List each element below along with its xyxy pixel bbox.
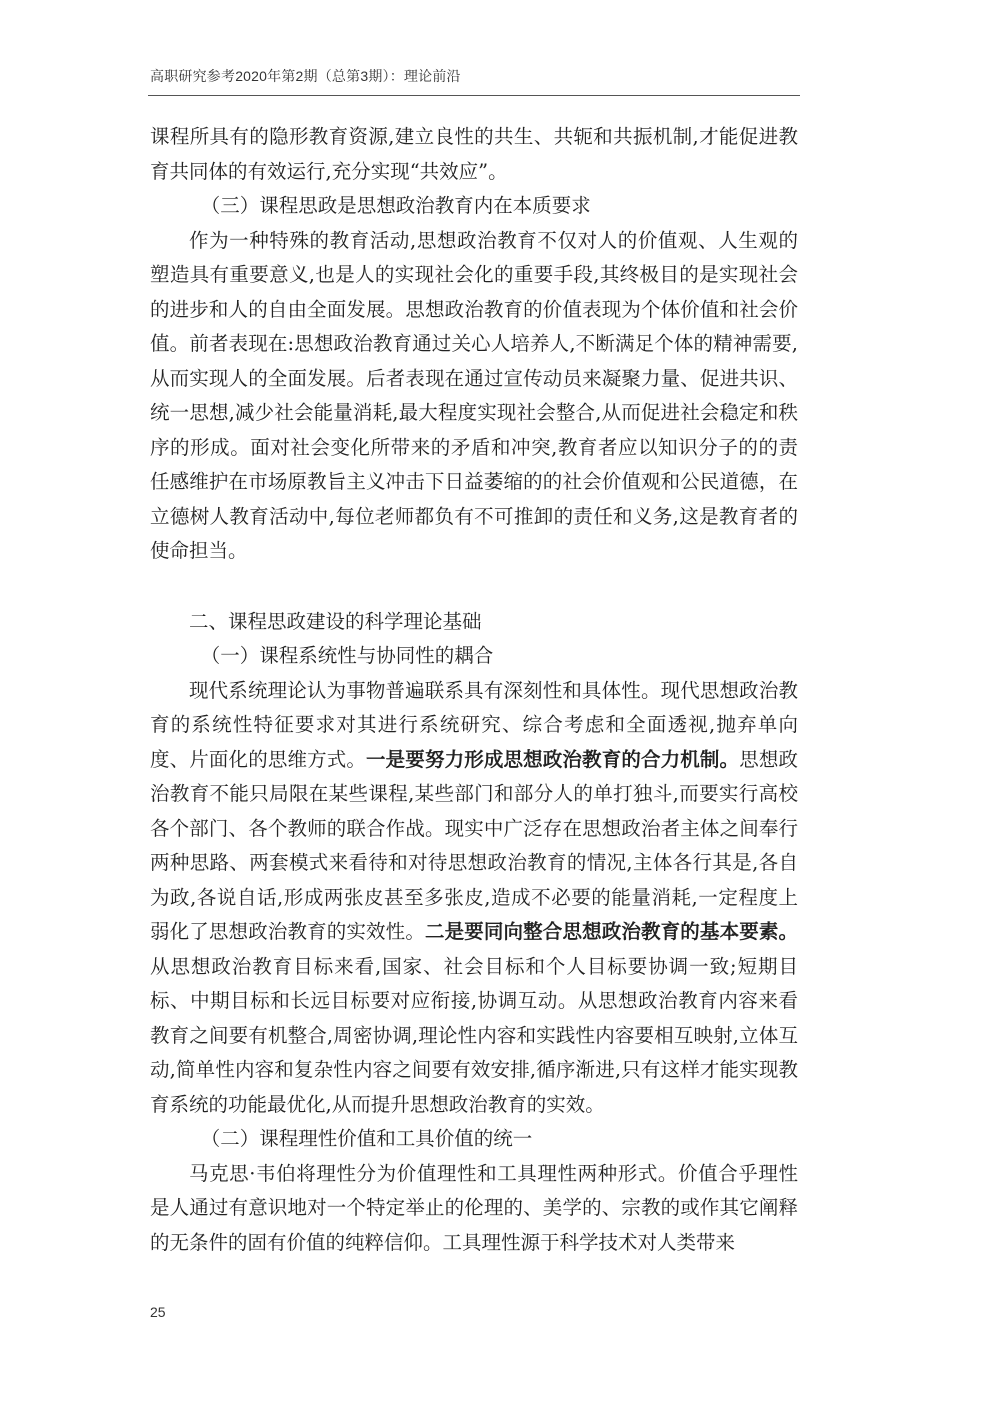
bold-emphasis: 一是要努力形成思想政治教育的合力机制。 [366,747,740,771]
paragraph [150,674,798,1123]
paragraph-text: 从思想政治教育目标来看,国家、社会目标和个人目标要协调一致;短期目标、中期目标和长远目标要对应衔接,协调互动。从思想政治教育内容来看教育之间要有机整合,周密协调,理论性内容和实践性内容要相互映射,立体互动,简单性内容和复杂性内容之间要有效安排,循序渐进,只有这样才能实现教育系统的功能最优化,从而提升思想政治教育的实效。 [150,954,798,1116]
header-divider [148,95,800,96]
subsection-heading: （二）课程理性价值和工具价值的统一 [200,1127,533,1150]
section-heading: 二、课程思政建设的科学理论基础 [189,609,482,633]
section-gap [150,569,798,605]
subsection-heading: （三）课程思政是思想政治教育内在本质要求 [200,194,591,217]
paragraph: 马克思·韦伯将理性分为价值理性和工具理性两种形式。价值合乎理性是人通过有意识地对一个特定举止的伦理的、美学的、宗教的或作其它阐释的无条件的固有价值的纯粹信仰。工具理性源于科学技术对人类带来 [150,1161,798,1254]
subsection-heading: （一）课程系统性与协同性的耦合 [200,644,494,667]
paragraph-text: 思想政治教育不能只局限在某些课程,某些部门和部分人的单打独斗,而要实行高校各个部门、各个教师的联合作战。现实中广泛存在思想政治者主体之间奉行两种思路、两套模式来看待和对待思想政治教育的情况,主体各行其是,各自为政,各说自话,形成两张皮甚至多张皮,造成不必要的能量消耗,一定程度上弱化了思想政治教育的实效性。 [150,747,798,943]
bold-emphasis: 二是要同向整合思想政治教育的基本要素。 [424,920,798,943]
page-number: 25 [150,1304,166,1320]
paragraph: 课程所具有的隐形教育资源,建立良性的共生、共轭和共振机制,才能促进教育共同体的有效运行,充分实现“共效应”。 [150,125,798,183]
page-body [150,120,798,1260]
paragraph: 作为一种特殊的教育活动,思想政治教育不仅对人的价值观、人生观的塑造具有重要意义,也是人的实现社会化的重要手段,其终极目的是实现社会的进步和人的自由全面发展。思想政治教育的价值表现为个体价值和社会价值。前者表现在:思想政治教育通过关心人培养人,不断满足个体的精神需要,从而实现人的全面发展。后者表现在通过宣传动员来凝聚力量、促进共识、统一思想,减少社会能量消耗,最大程度实现社会整合,从而促进社会稳定和秩序的形成。面对社会变化所带来的矛盾和冲突,教育者应以知识分子的的责任感维护在市场原教旨主义冲击下日益萎缩的的社会价值观和公民道德，在立德树人教育活动中,每位老师都负有不可推卸的责任和义务,这是教育者的使命担当。 [150,228,798,562]
running-header: 高职研究参考2020年第2期（总第3期）：理论前沿 [150,68,461,84]
paragraph-text: 现代系统理论认为事物普遍联系具有深刻性和具体性。现代思想政治教育的系统性特征要求对其进行系统研究、综合考虑和全面透视,抛弃单向度、片面化的思维方式。 [150,678,798,771]
